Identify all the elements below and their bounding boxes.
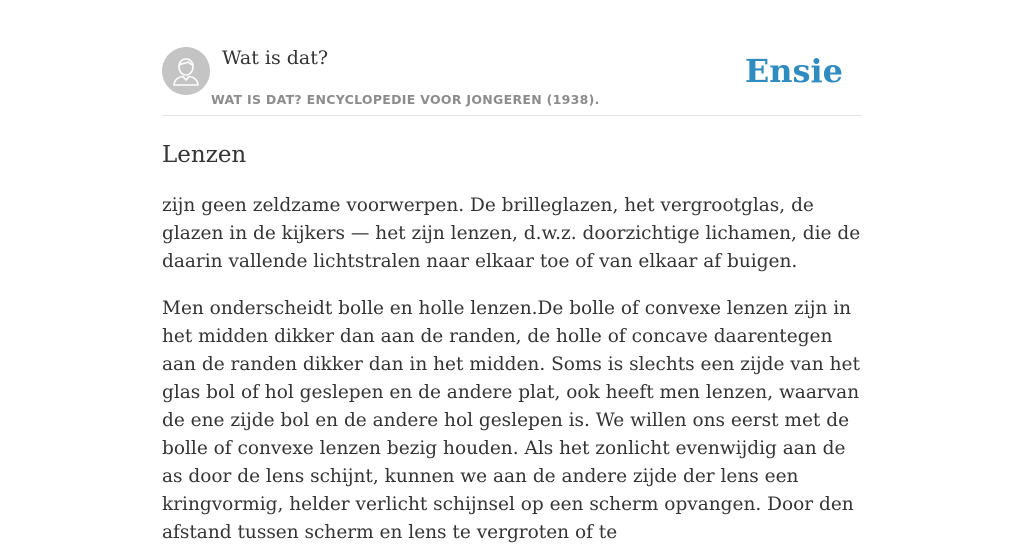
source-title[interactable]: Wat is dat? [222,47,329,69]
article [162,140,867,547]
article-paragraph-2: Men onderscheidt bolle en holle lenzen.De bolle of convexe lenzen zijn in het midden dikker dan aan de randen, de holle of concave daarentegen aan de randen dikker dan in het midden. Soms is slechts een zijde van het glas bol of hol geslepen en de andere plat, ook heeft men lenzen, waarvan de ene zijde bol en de andere hol geslepen is. We willen ons eerst met de bolle of convexe lenzen bezig houden. Als het zonlicht evenwijdig aan de as door de lens schijnt, kunnen we aan de andere zijde der lens een kringvormig, helder verlicht schijnsel op een scherm opvangen. Door den afstand tussen scherm en lens te vergroten of te [162,298,860,543]
source-header [162,46,862,116]
source-subtitle[interactable]: WAT IS DAT? ENCYCLOPEDIE VOOR JONGEREN (1938). [211,92,600,107]
source-avatar[interactable] [162,47,210,95]
ensie-logo-link[interactable]: Ensie [744,52,843,90]
article-title: Lenzen [162,142,247,168]
article-paragraph-1: zijn geen zeldzame voorwerpen. De brilleglazen, het vergrootglas, de glazen in de kijkers — het zijn lenzen, d.w.z. doorzichtige lichamen, die de daarin vallende lichtstralen naar elkaar toe of van elkaar af buigen. [162,195,861,272]
user-silhouette-icon [162,47,210,95]
